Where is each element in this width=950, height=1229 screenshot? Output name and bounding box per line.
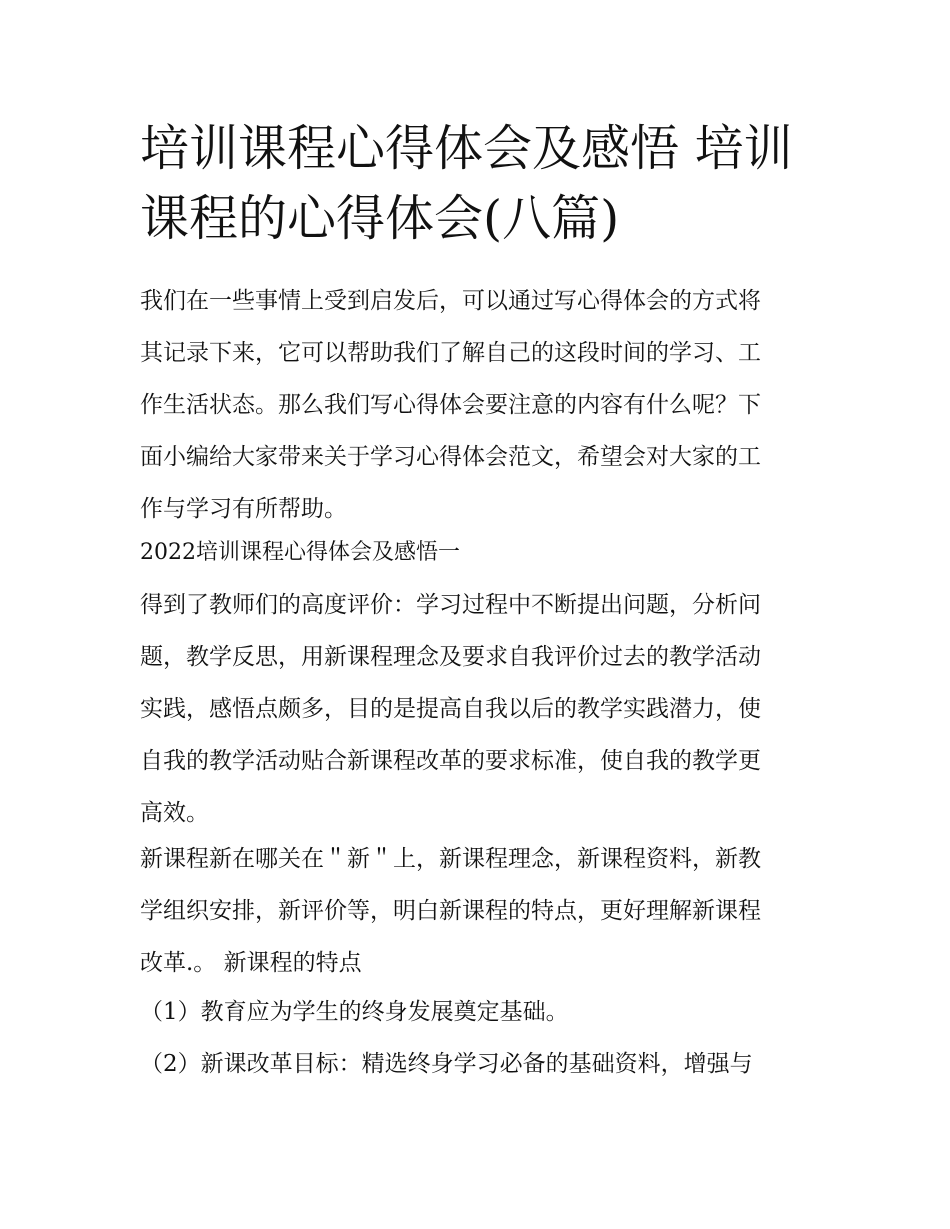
- title-line-2: 课程的心得体会(八篇): [140, 190, 620, 247]
- intro-line: 作生活状态。那么我们写心得体会要注意的内容有什么呢？下: [140, 392, 761, 418]
- intro-line: 作与学习有所帮助。: [140, 496, 347, 522]
- body-line: 新课程新在哪关在＂新＂上，新课程理念，新课程资料，新教: [140, 846, 761, 872]
- body-line: 自我的教学活动贴合新课程改革的要求标准，使自我的教学更: [140, 748, 761, 774]
- body-line: 得到了教师们的高度评价：学习过程中不断提出问题，分析问: [140, 592, 761, 618]
- intro-line: 其记录下来，它可以帮助我们了解自己的这段时间的学习、工: [140, 340, 761, 366]
- intro-paragraph: [140, 275, 820, 535]
- body-line: 题，教学反思，用新课程理念及要求自我评价过去的教学活动: [140, 644, 761, 670]
- body-paragraph-1: [140, 579, 820, 839]
- document-title: [140, 114, 820, 254]
- title-line-1: 培训课程心得体会及感悟 培训: [140, 120, 793, 177]
- body-line: 改革.。 新课程的特点: [140, 950, 362, 976]
- body-line: 高效。: [140, 800, 209, 826]
- body-line: 实践，感悟点颇多，目的是提高自我以后的教学实践潜力，使: [140, 696, 761, 722]
- intro-line: 我们在一些事情上受到启发后，可以通过写心得体会的方式将: [140, 288, 761, 314]
- body-line: 学组织安排，新评价等，明白新课程的特点，更好理解新课程: [140, 898, 761, 924]
- list-item: （2）新课改革目标：精选终身学习必备的基础资料，增强与: [140, 1051, 753, 1077]
- body-paragraph-2: [140, 833, 820, 989]
- list-item: （1）教育应为学生的终身发展奠定基础。: [140, 999, 569, 1025]
- intro-line: 面小编给大家带来关于学习心得体会范文，希望会对大家的工: [140, 444, 761, 470]
- section-heading: 2022培训课程心得体会及感悟一: [140, 540, 460, 565]
